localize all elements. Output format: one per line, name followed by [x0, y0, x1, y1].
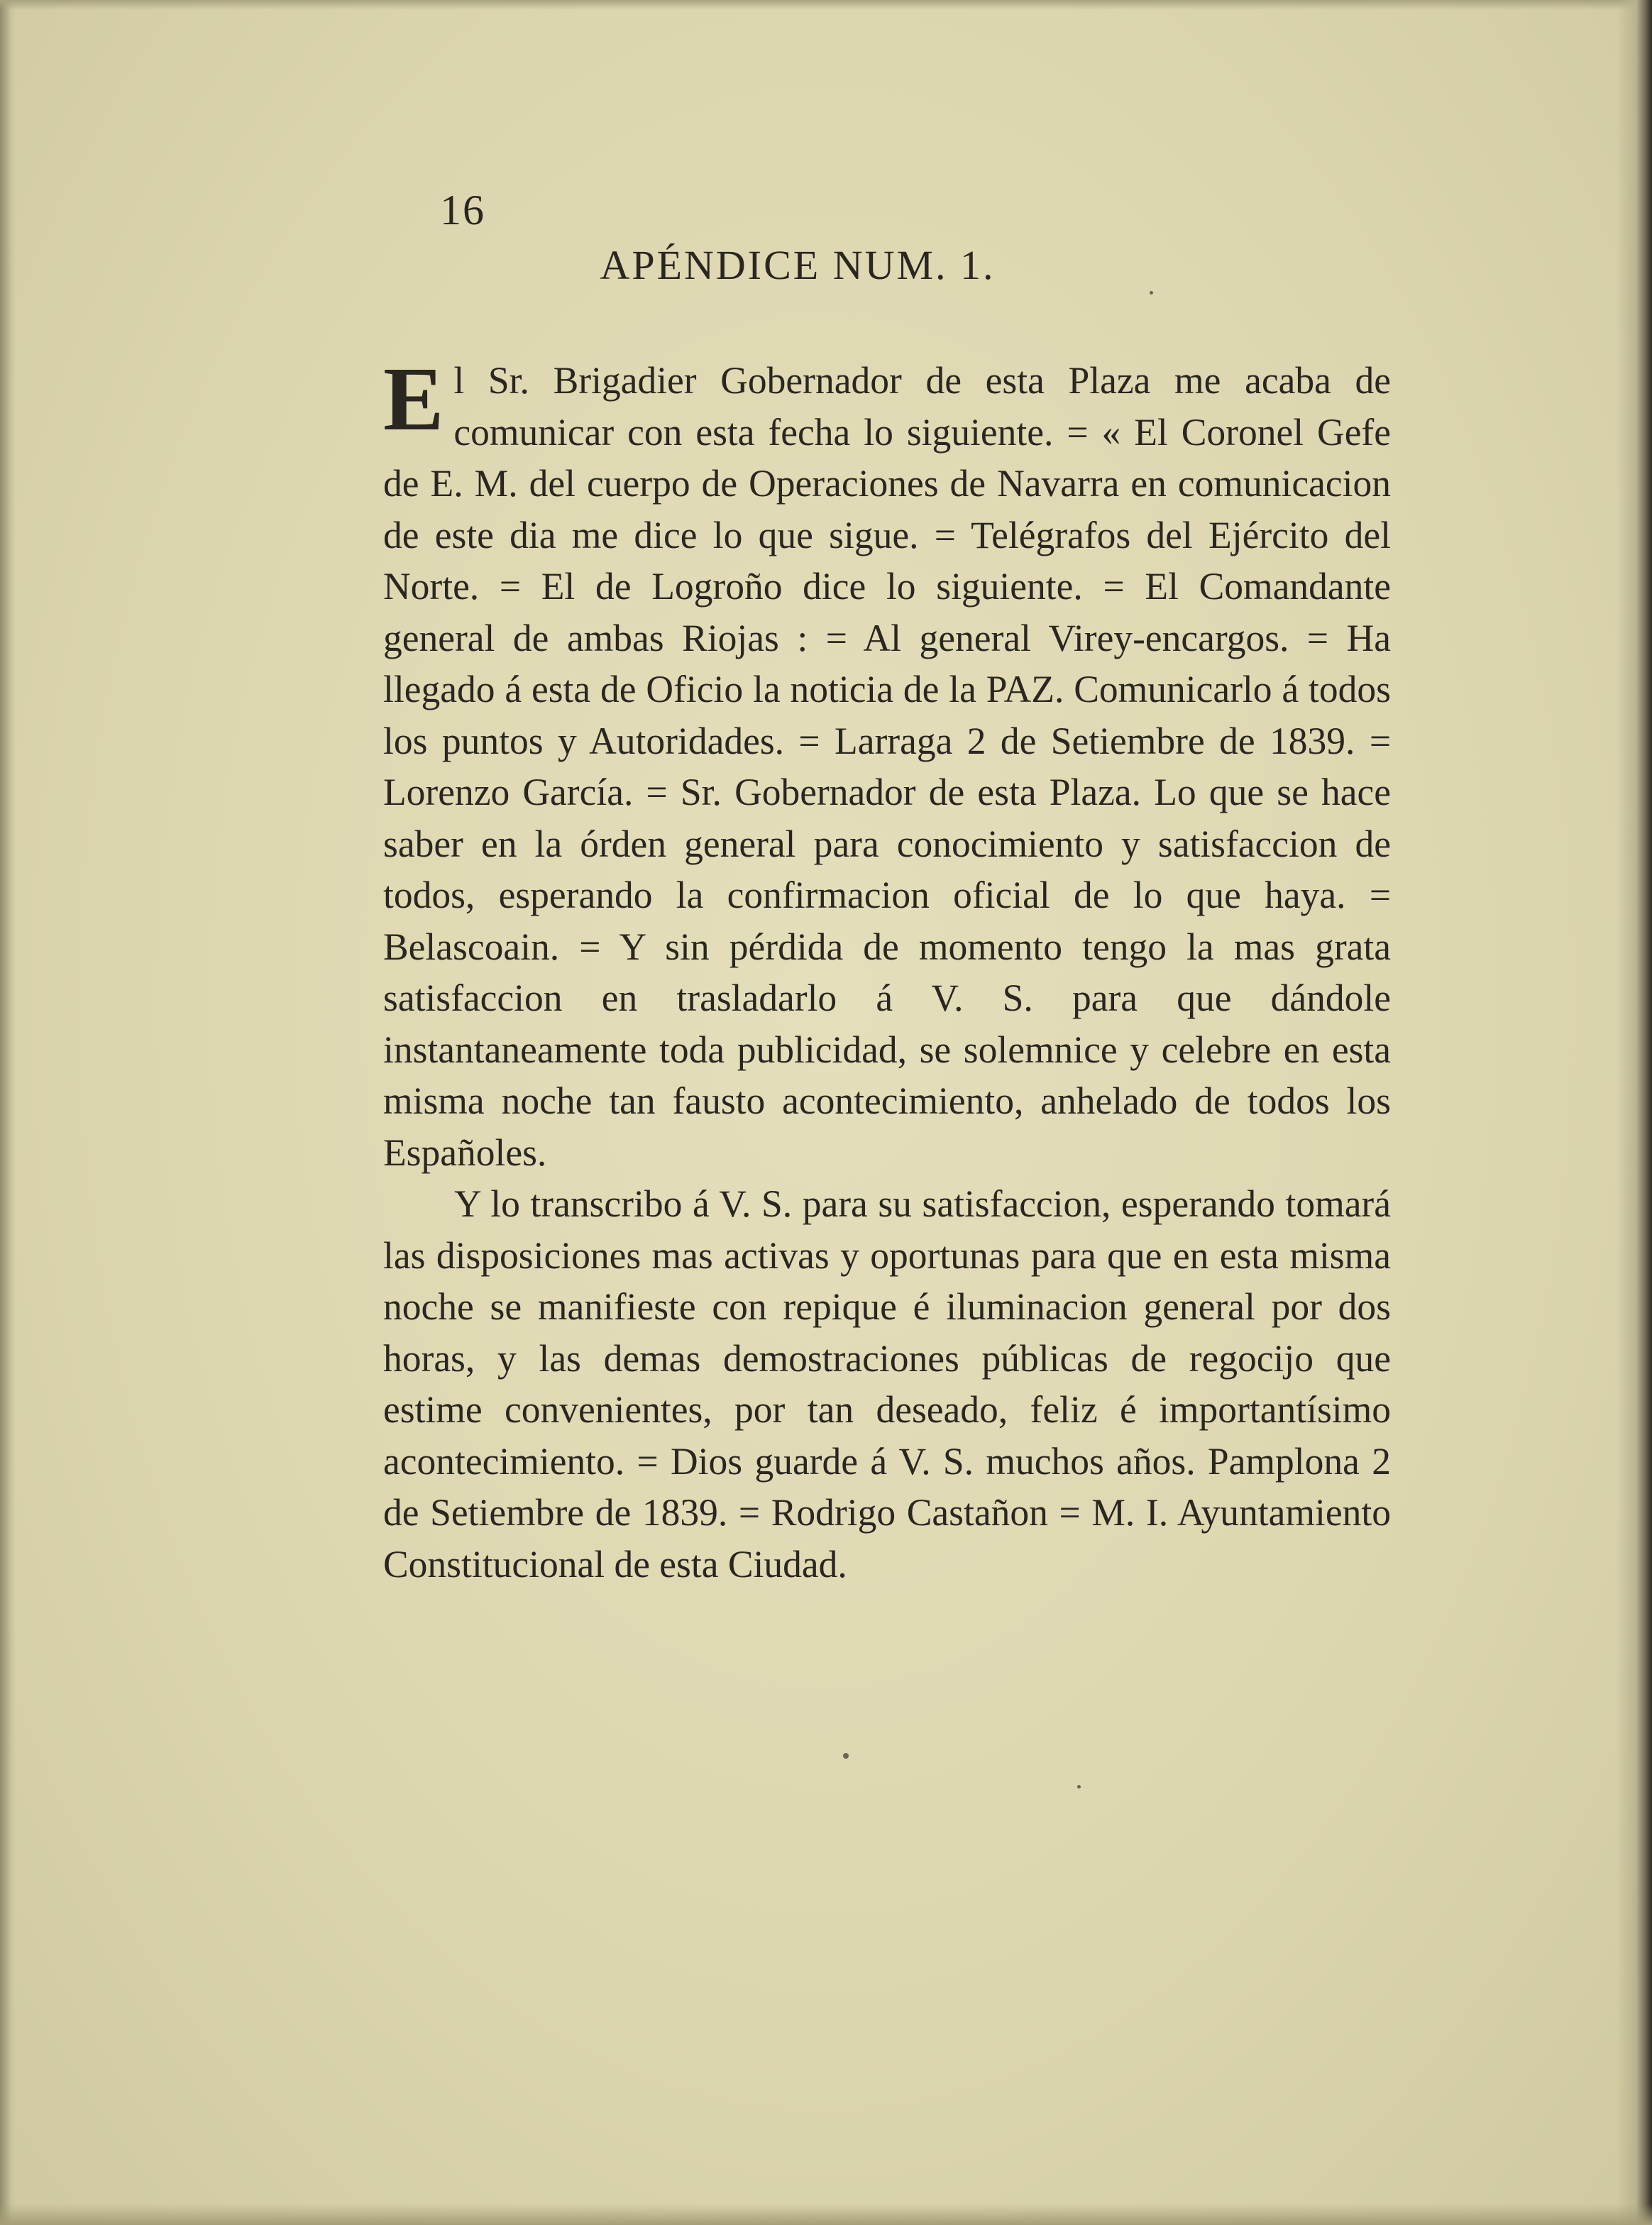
- ink-speck: [1150, 291, 1153, 295]
- page-left-edge: [0, 0, 16, 2225]
- body-text: [383, 348, 1391, 1590]
- ink-speck: [843, 1753, 849, 1759]
- ink-speck: [1077, 1785, 1081, 1789]
- drop-cap: E: [383, 348, 441, 449]
- page-top-edge: [0, 0, 1652, 10]
- page-right-edge: [1617, 0, 1652, 2225]
- paragraph-2: Y lo transcribo á V. S. para su satisfaccion, esperando tomará las disposiciones mas activas y oportunas para que en esta misma noche se manifieste con repique é iluminacion general por dos horas, y las demas demostraciones públicas de regocijo que estime convenientes, por tan deseado, feliz é importantísimo acontecimiento. = Dios guarde á V. S. muchos años. Pamplona 2 de Setiembre de 1839. = Rodrigo Castañon = M. I. Ayuntamiento Constitucional de esta Ciudad.: [383, 1182, 1391, 1586]
- page-bottom-edge: [0, 2204, 1652, 2225]
- paragraph-1-text: l Sr. Brigadier Gobernador de esta Plaza me acaba de comunicar con esta fecha lo siguiente. = « El Coronel Gefe de E. M. del cuerpo de Operaciones de Navarra en comunicacion de este dia me dice lo que sigue. = Telégrafos del Ejército del Norte. = El de Logroño dice lo siguiente. = El Comandante general de ambas Riojas : = Al general Virey-encargos. = Ha llegado á esta de Oficio la noticia de la PAZ. Comunicarlo á todos los puntos y Autoridades. = Larraga 2 de Setiembre de 1839. = Lorenzo García. = Sr. Gobernador de esta Plaza. Lo que se hace saber en la órden general para conocimiento y satisfaccion de todos, esperando la confirmacion oficial de lo que haya. = Belascoain. = Y sin pérdida de momento tengo la mas grata satisfaccion en trasladarlo á V. S. para que dándole instantaneamente toda publicidad, se solemnice y celebre en esta misma noche tan fausto acontecimiento, anhelado de todos los Españoles.: [383, 359, 1391, 1174]
- page-number: 16: [440, 187, 485, 234]
- appendix-heading: APÉNDICE NUM. 1.: [600, 242, 996, 288]
- paragraph-1: [383, 348, 1391, 1178]
